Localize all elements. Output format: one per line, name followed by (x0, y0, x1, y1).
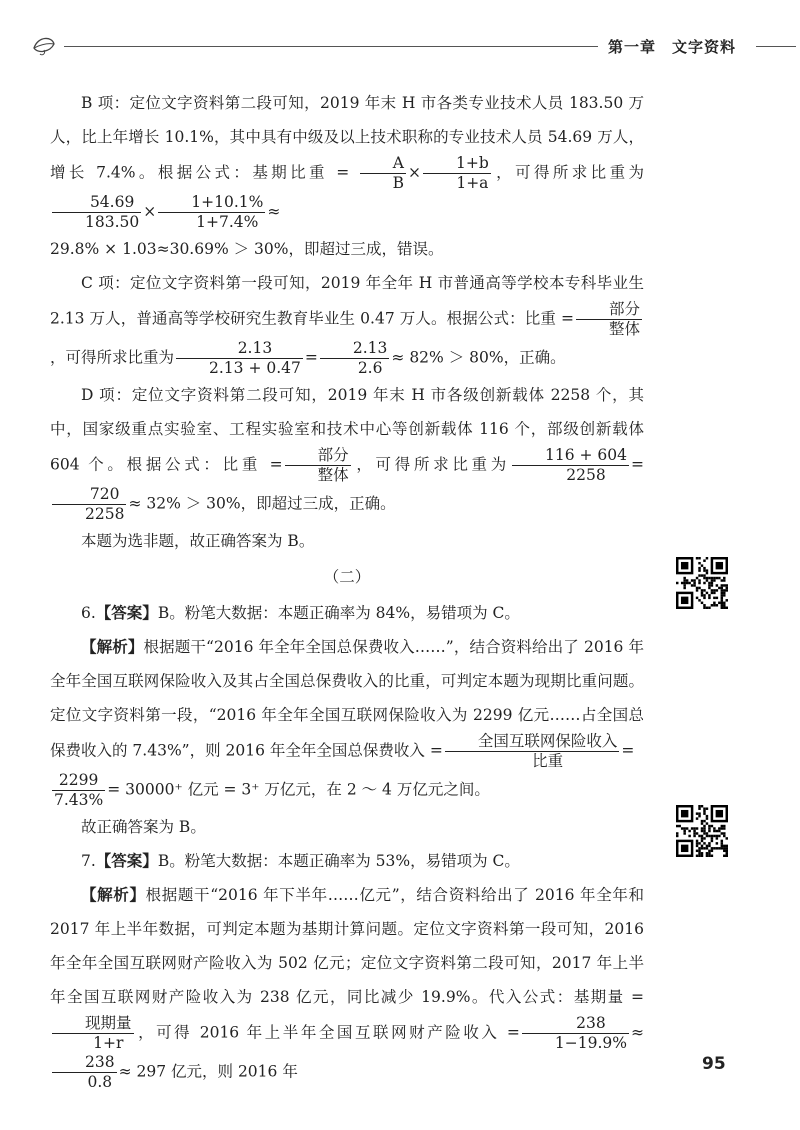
leaf-ornament-icon (30, 34, 66, 58)
denominator: 1−19.9% (554, 1034, 627, 1052)
text: ≈ (267, 202, 281, 221)
denominator: 2.6 (357, 359, 383, 377)
fraction (576, 300, 642, 339)
answer-text: B。粉笔大数据：本题正确率为 84%，易错项为 C。 (157, 604, 520, 622)
fraction (52, 485, 126, 524)
q6-answer (50, 596, 644, 630)
answer-label: 【答案】 (95, 603, 158, 622)
main-content (50, 86, 644, 1092)
numerator: 全国互联网保险收入 (445, 732, 620, 752)
numerator: 720 (52, 485, 126, 505)
item-b-result: 29.8% × 1.03≈30.69% ＞ 30%，即超过三成，错误。 (50, 240, 444, 258)
denominator: 183.50 (85, 213, 140, 231)
item-d-paragraph (50, 378, 644, 524)
fraction (512, 446, 629, 485)
text: ≈ 297 亿元，则 2016 年 (118, 1062, 298, 1081)
denominator: 1+a (456, 174, 489, 192)
text: B 项：定位文字资料第二段可知，2019 年末 H 市各类专业技术人员 183.50 万人，比上年增长 10.1%，其中具有中级及以上技术职称的专业技术人员 54.69 万人，增长 7.4%。根据公式：基期比重 = (50, 94, 644, 182)
text: = 30000⁺ 亿元 = 3⁺ 万亿元，在 2 ～ 4 万亿元之间。 (107, 780, 490, 799)
text: = (304, 348, 318, 367)
numerator: 现期量 (52, 1014, 134, 1034)
text: = (630, 455, 644, 474)
item-b-paragraph (50, 86, 644, 232)
section-heading: （二） (323, 568, 371, 586)
answer-text: B。粉笔大数据：本题正确率为 53%，易错项为 C。 (157, 852, 520, 870)
q6-analysis-cont (50, 771, 644, 810)
denominator: 2258 (85, 505, 125, 523)
numerator: 2.13 (176, 339, 303, 359)
fraction (360, 154, 406, 193)
qr-code-icon[interactable] (676, 557, 728, 609)
text: ≈ (631, 1023, 644, 1042)
numerator: 116 + 604 (512, 446, 629, 466)
page-header (30, 34, 770, 58)
page-number: 95 (702, 1054, 726, 1074)
q6-conclusion: 故正确答案为 B。 (81, 818, 206, 836)
text: C 项：定位文字资料第一段可知，2019 年全年 H 市普通高等学校本专科毕业生 2.13 万人，普通高等学校研究生教育毕业生 0.47 万人。根据公式：比重 = (50, 274, 644, 328)
q7-analysis (50, 878, 644, 1092)
text: 根据题干“2016 年全年全国总保费收入……”，结合资料给出了 2016 年全年全国互联网保险收入及其占全国总保费收入的比重，可判定本题为现期比重问题。定位文字资料第一段，“2016 年全年全国互联网保险收入为 2299 亿元……占全国总保费收入的 7.43%”，则 2016 年全年全国总保费收入 = (50, 638, 644, 760)
numerator: A (360, 154, 406, 174)
fraction (285, 446, 351, 485)
numerator: 238 (522, 1014, 629, 1034)
denominator: 7.43% (54, 791, 104, 809)
fraction (320, 339, 390, 378)
analysis-label: 【解析】 (81, 885, 146, 904)
numerator: 部分 (576, 300, 642, 320)
text: × (407, 163, 421, 182)
numerator: 1+10.1% (158, 193, 265, 213)
chapter-title: 第一章 文字资料 (608, 38, 737, 56)
text: ，可得所求比重为 (492, 163, 644, 182)
header-rule-right (756, 46, 796, 47)
fraction (445, 732, 620, 771)
numerator: 2.13 (320, 339, 390, 359)
fraction (176, 339, 303, 378)
fraction (52, 193, 141, 232)
analysis-label: 【解析】 (81, 637, 144, 656)
denominator: 2258 (566, 466, 606, 484)
denominator: B (392, 174, 404, 192)
text: ，可得所求比重为 (50, 348, 175, 367)
text: 根据题干“2016 年下半年……亿元”，结合资料给出了 2016 年全年和 2017 年上半年数据，可判定本题为基期计算问题。定位文字资料第一段可知，2016 年全年全国互联网财产险收入为 502 亿元；定位文字资料第二段可知，2017 年上半年全国互联网财产险收入为 238 亿元，同比减少 19.9%。代入公式：基期量 = (50, 886, 644, 1006)
fraction (522, 1014, 629, 1053)
question-number: 7. (81, 852, 96, 870)
qr-code-icon[interactable] (676, 805, 728, 857)
fraction (158, 193, 265, 232)
numerator: 238 (52, 1053, 117, 1073)
numerator: 2299 (52, 771, 105, 791)
text: ≈ 82% ＞ 80%，正确。 (391, 348, 566, 367)
numerator: 1+b (423, 154, 491, 174)
answer-label: 【答案】 (95, 851, 158, 870)
text: = (621, 741, 635, 760)
denominator: 比重 (532, 752, 564, 770)
denominator: 2.13 + 0.47 (209, 359, 301, 377)
text: ≈ 32% ＞ 30%，即超过三成，正确。 (128, 494, 396, 513)
numerator: 部分 (285, 446, 351, 466)
q6-analysis (50, 630, 644, 771)
text: D 项：定位文字资料第二段可知，2019 年末 H 市各级创新载体 2258 个，其中，国家级重点实验室、工程实验室和技术中心等创新载体 116 个，部级创新载体 604 个。根据公式：比重 = (50, 386, 644, 474)
item-c-paragraph (50, 266, 644, 378)
q7-answer (50, 844, 644, 878)
numerator: 54.69 (52, 193, 141, 213)
denominator: 整体 (317, 466, 349, 484)
text: ，可得所求比重为 (352, 455, 510, 474)
fraction (423, 154, 491, 193)
denominator: 0.8 (87, 1073, 113, 1091)
denominator: 1+7.4% (196, 213, 259, 231)
denominator: 1+r (93, 1034, 124, 1052)
text: × (143, 202, 157, 221)
question-number: 6. (81, 604, 96, 622)
fraction (52, 1053, 117, 1092)
fraction (52, 771, 105, 810)
fraction (52, 1014, 134, 1053)
conclusion: 本题为选非题，故正确答案为 B。 (81, 532, 315, 550)
denominator: 整体 (608, 320, 640, 338)
header-rule-left (64, 46, 598, 47)
text: ，可得 2016 年上半年全国互联网财产险收入 = (135, 1023, 520, 1042)
